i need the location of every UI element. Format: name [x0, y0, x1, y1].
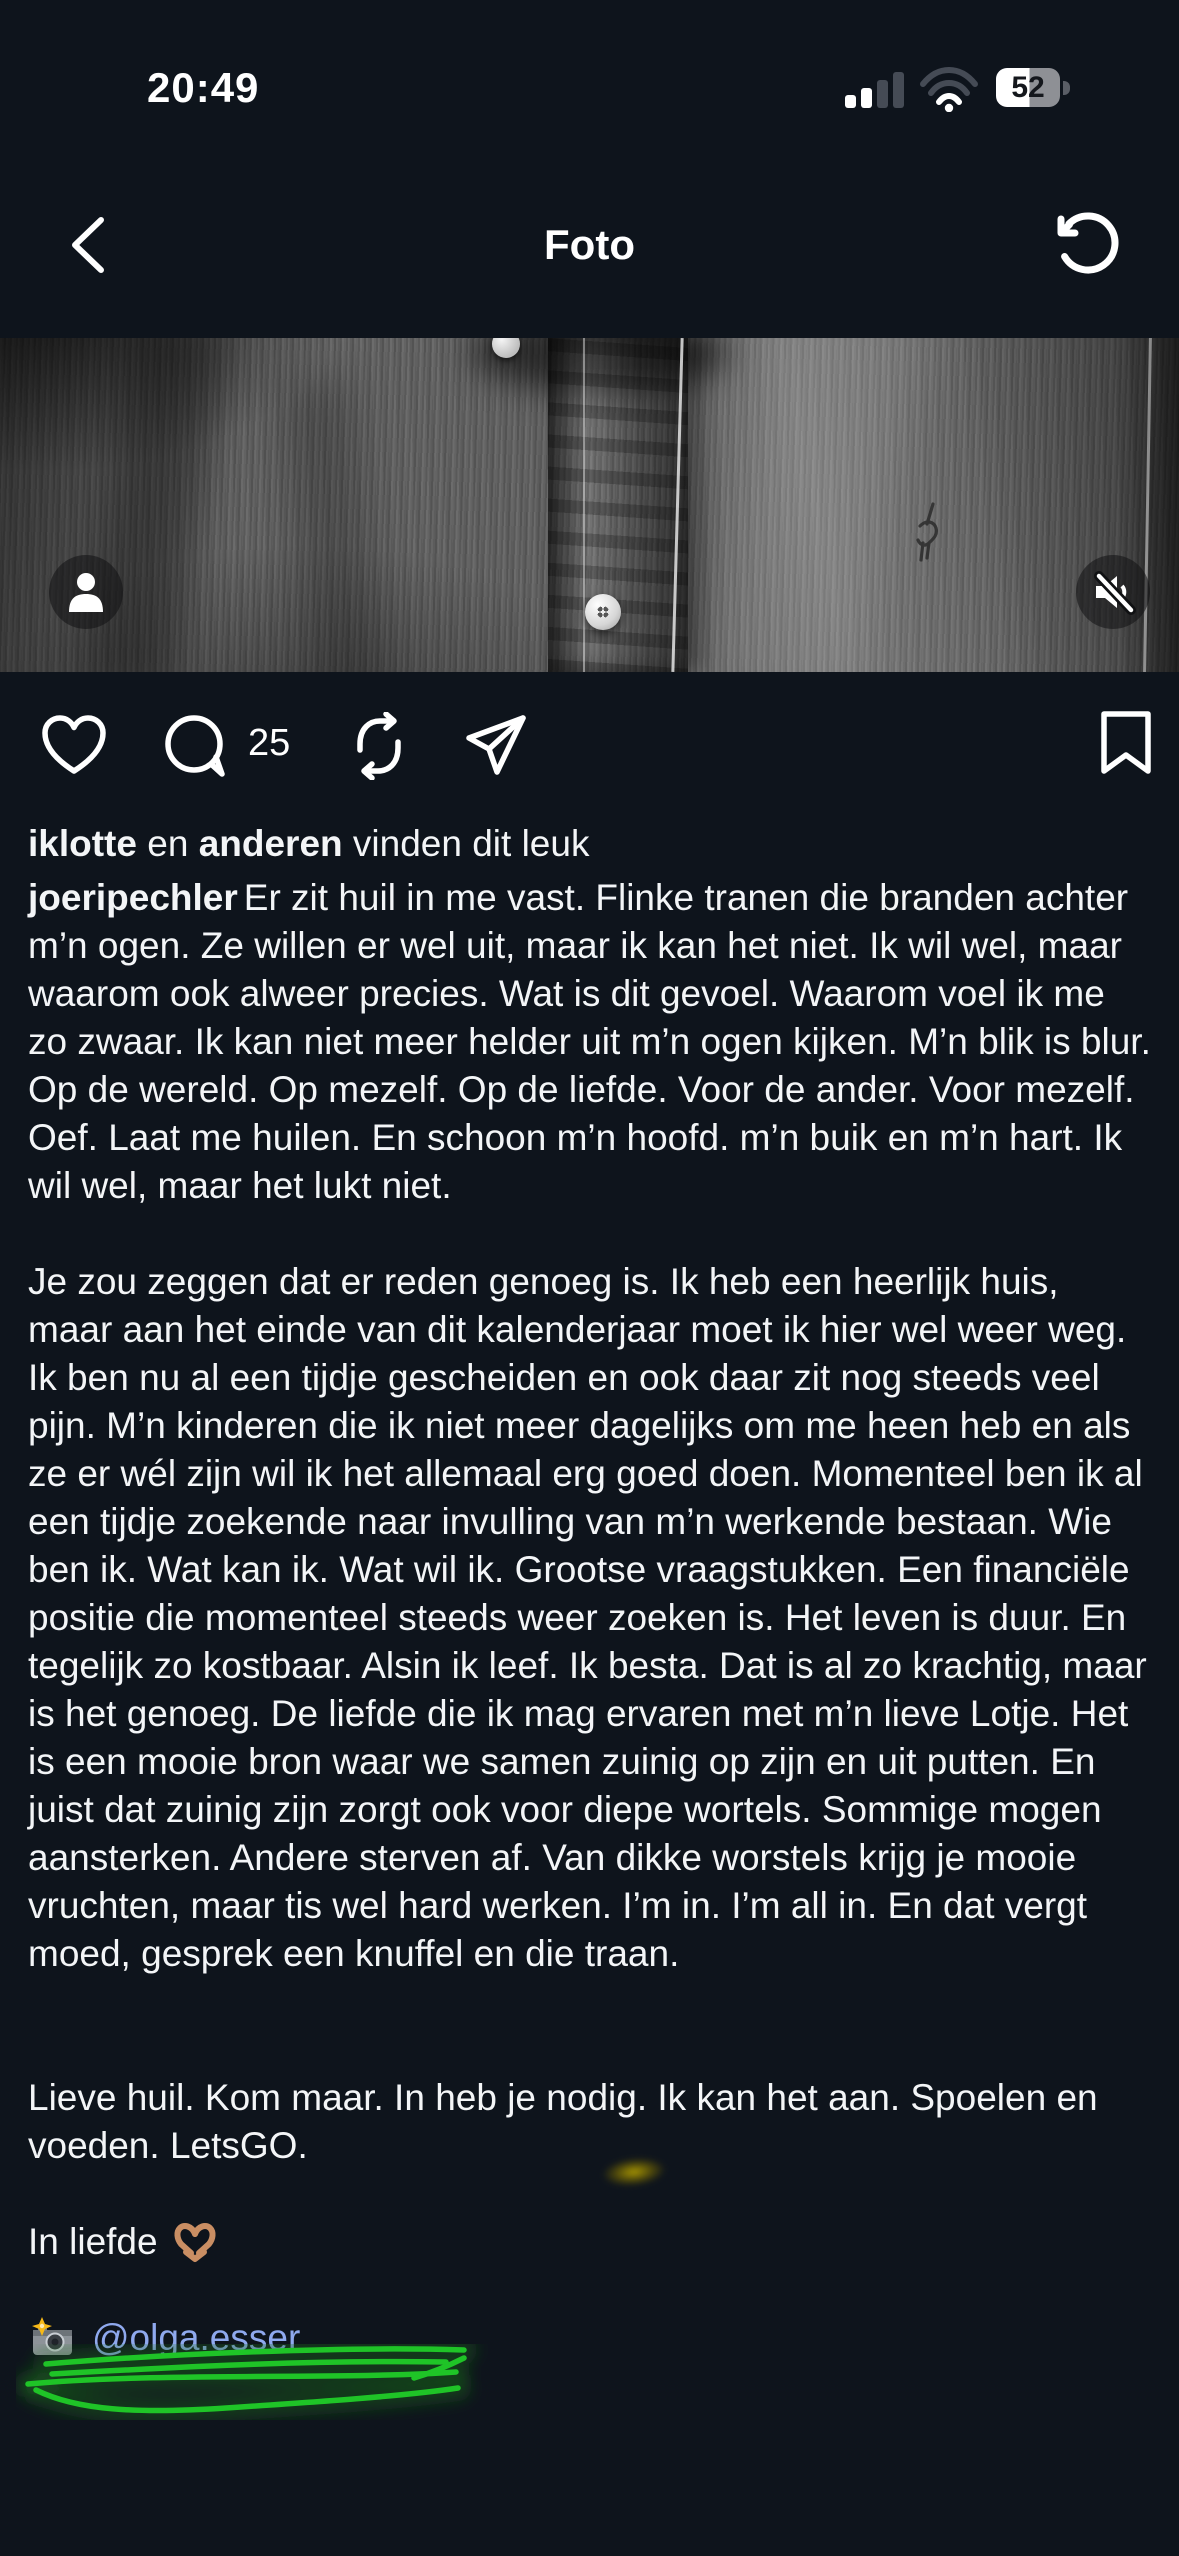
polo-logo — [912, 502, 942, 570]
speaker-muted-icon — [1090, 569, 1136, 615]
likes-line — [28, 820, 589, 868]
liker-username-link[interactable]: iklotte — [28, 823, 137, 864]
wifi-icon — [918, 66, 980, 112]
caption-paragraph-3: Lieve huil. Kom maar. In heb je nodig. Ik kan het aan. Spoelen en voeden. LetsGO. — [28, 2077, 1098, 2166]
green-marker-scribble — [16, 2344, 490, 2420]
caption-block — [28, 874, 1152, 2362]
photo-fold — [278, 375, 391, 672]
person-icon — [66, 570, 106, 614]
comment-button[interactable] — [161, 712, 231, 782]
repost-button[interactable] — [346, 712, 412, 780]
tagged-people-button[interactable] — [49, 555, 123, 629]
caption-text: Er zit huil in me vast. Flinke tranen die branden achter m’n ogen. Ze willen er wel uit, maar ik kan het niet. Ik wil wel, maar waarom ook alweer precies. Wat is dit gevoel. Waarom voel ik me zo zwaar. Ik kan niet meer helder uit m’n ogen kijken. M’n blik is blur. Op de wereld. Op mezelf. Op de liefde. Voor de ander. Voor mezelf. Oef. Laat me huilen. En schoon m’n hoofd. m’n buik en m’n hart. Ik wil wel, maar het lukt niet. — [28, 877, 1151, 1206]
caption-paragraph-1 — [28, 874, 1152, 1210]
like-button[interactable] — [40, 714, 108, 778]
share-button[interactable] — [460, 712, 530, 778]
others-link[interactable]: anderen — [198, 823, 343, 864]
stitch-line — [583, 338, 585, 672]
status-time: 20:49 — [147, 64, 260, 111]
heart-hands-emoji — [172, 2221, 218, 2263]
caption-signoff — [28, 2218, 1152, 2266]
likes-text: vinden dit leuk — [342, 823, 590, 864]
battery-nub — [1063, 81, 1070, 95]
shirt-button — [585, 594, 621, 630]
signoff-text: In liefde — [28, 2221, 158, 2262]
likes-text: en — [136, 823, 199, 864]
post-photo[interactable] — [0, 338, 1179, 672]
page-title: Foto — [544, 221, 635, 268]
photo-highlight — [694, 338, 937, 672]
cellular-signal-icon — [843, 66, 905, 110]
battery-percent: 52 — [1011, 70, 1045, 104]
author-username-link[interactable]: joeripechler — [28, 877, 238, 918]
battery-icon — [996, 68, 1060, 107]
save-bookmark-button[interactable] — [1098, 710, 1154, 776]
rotate-ccw-icon[interactable] — [1050, 205, 1126, 281]
caption-paragraph-2: Je zou zeggen dat er reden genoeg is. Ik heb een heerlijk huis, maar aan het einde van dit kalenderjaar moet ik hier wel weer weg. Ik ben nu al een tijdje gescheiden en ook daar zit nog steeds veel pijn. M’n kinderen die ik niet meer dagelijks om me heen heb en als ze er wél zijn wil ik het allemaal erg goed doen. Momenteel ben ik al een tijdje zoekende naar invulling van m’n werkende bestaan. Wie ben ik. Wat kan ik. Wat wil ik. Grootse vraagstukken. Een financiële positie die momenteel steeds weer zoeken is. Het leven is duur. En tegelijk zo kostbaar. Alsin ik leef. Ik besta. Dat is al zo krachtig, maar is het genoeg. De liefde die ik mag ervaren met m’n lieve Lotje. Het is een mooie bron waar we samen zuinig op zijn en uit putten. En juist dat zuinig zijn zorgt ook voor diepe wortels. Sommige mogen aansterken. Andere sterven af. Van dikke worstels krijg je mooie vruchten, maar tis wel hard werken. I’m in. I’m all in. En dat vergt moed, gesprek een knuffel en die traan. — [28, 1261, 1147, 1974]
mute-toggle-button[interactable] — [1076, 555, 1150, 629]
mention-link[interactable]: @olga.esser — [92, 2317, 301, 2358]
comment-count[interactable]: 25 — [248, 722, 291, 764]
